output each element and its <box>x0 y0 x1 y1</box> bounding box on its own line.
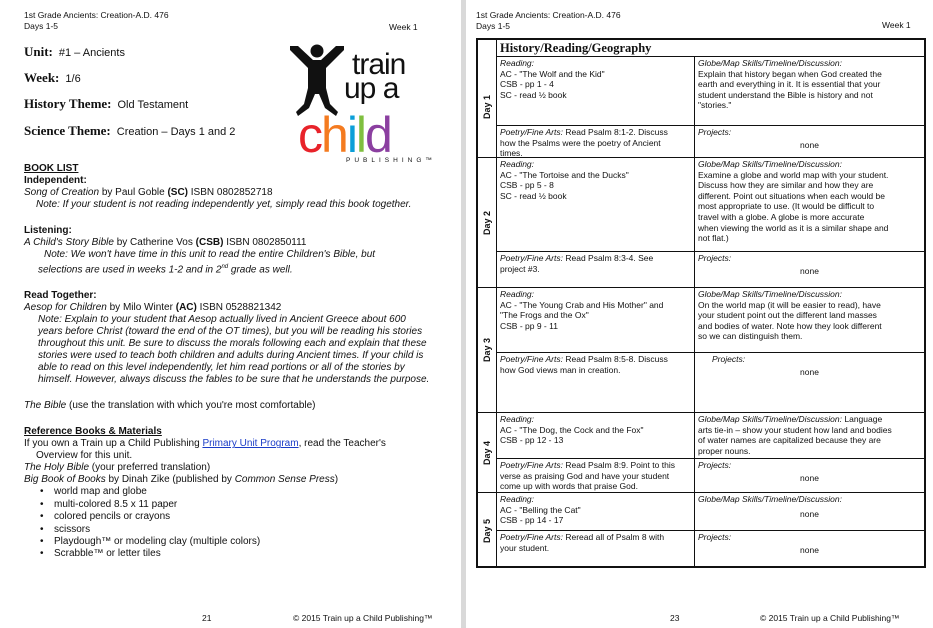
poetry-cell: Poetry/Fine Arts: Reread all of Psalm 8 with your student. <box>497 531 695 568</box>
projects-cell: Projects: none <box>698 460 819 483</box>
independent-book: Song of Creation by Paul Goble (SC) ISBN 0802852718 <box>24 187 273 198</box>
left-page-number: 21 <box>202 613 212 623</box>
header-week: Week 1 <box>882 20 911 30</box>
science-theme-label: Science Theme: <box>24 123 111 138</box>
unit-line <box>24 44 125 60</box>
left-copyright: © 2015 Train up a Child Publishing™ <box>293 613 433 623</box>
materials-list <box>40 486 444 560</box>
reference-line-2: Overview for this unit. <box>36 450 133 462</box>
projects-cell: Projects: none <box>698 532 819 555</box>
logo-letter-i: i <box>346 107 356 163</box>
globe-cell: Globe/Map Skills/Timeline/Discussion: Explain that history began when God created the earth and everything in it. It is essential that your student understand the Bible is history and not "stories." <box>698 58 882 111</box>
day-1-poetry-row <box>496 125 924 157</box>
big-book-line: Big Book of Books by Dinah Zike (published by Common Sense Press) <box>24 474 339 486</box>
globe-cell: Globe/Map Skills/Timeline/Discussion: none <box>698 494 843 519</box>
day-label: Day 3 <box>482 337 492 363</box>
independent-heading: Independent: <box>24 175 87 186</box>
book-list-heading: BOOK LIST <box>24 163 79 174</box>
bible-line: The Bible (use the translation with which you're most comfortable) <box>24 400 316 412</box>
week-value: 1/6 <box>65 73 81 85</box>
left-header <box>24 10 169 32</box>
logo-letter-l: l <box>355 107 366 163</box>
science-theme-line <box>24 123 235 139</box>
logo-word-up-a: up a <box>344 72 399 105</box>
day-label: Day 1 <box>482 94 492 120</box>
logo-letter-d: d <box>365 107 391 163</box>
projects-cell: Projects: none <box>698 253 819 276</box>
poetry-cell: Poetry/Fine Arts: Read Psalm 8:5-8. Discuss how God views man in creation. <box>497 353 695 412</box>
poetry-cell: Poetry/Fine Arts: Read Psalm 8:1-2. Discuss how the Psalms were the poetry of Ancient times. <box>497 126 695 157</box>
unit-label: Unit: <box>24 44 53 59</box>
primary-unit-program-link[interactable]: Primary Unit Program <box>202 438 299 450</box>
header-line1: 1st Grade Ancients: Creation-A.D. 476 <box>24 10 169 20</box>
day-band-5 <box>478 492 496 568</box>
train-up-a-child-logo <box>284 34 444 164</box>
science-theme-value: Creation – Days 1 and 2 <box>116 126 236 138</box>
right-page-number: 23 <box>670 613 680 623</box>
logo-letter-c: c <box>298 107 321 163</box>
day-4-reading-row <box>496 412 924 458</box>
day-2-poetry-row <box>496 251 924 287</box>
logo-publishing: PUBLISHING™ <box>346 157 436 164</box>
header-line2: Days 1-5 <box>24 21 59 31</box>
read-together-book: Aesop for Children by Milo Winter (AC) ISBN 0528821342 <box>24 302 282 314</box>
reading-cell: Reading: AC - "The Wolf and the Kid" CSB - pp 1 - 4 SC - read ½ book <box>497 57 695 125</box>
reference-heading: Reference Books & Materials <box>24 426 162 438</box>
left-page <box>0 0 461 628</box>
day-band-3 <box>478 287 496 412</box>
week-line <box>24 70 81 86</box>
day-5-poetry-row <box>496 530 924 568</box>
reading-cell: Reading: AC - "The Young Crab and His Mother" and "The Frogs and the Ox" CSB - pp 9 - 11 <box>497 288 695 352</box>
reading-cell: Reading: AC - "The Tortoise and the Ducks" CSB - pp 5 - 8 SC - read ½ book <box>497 158 695 251</box>
listening-note-1: Note: We won't have time in this unit to read the entire Children's Bible, but <box>44 249 376 260</box>
list-item: • world map and globe <box>40 486 444 498</box>
day-label: Day 4 <box>482 440 492 465</box>
list-item: • colored pencils or crayons <box>40 511 444 523</box>
day-band-4 <box>478 412 496 492</box>
projects-cell: Projects: none <box>698 127 819 150</box>
listening-note-2: selections are used in weeks 1-2 and in 2nd grade as well. <box>38 264 293 276</box>
schedule-table <box>476 38 926 568</box>
history-theme-value: Old Testament <box>117 99 189 111</box>
reference-line-1: If you own a Train up a Child Publishing Primary Unit Program, read the Teacher's <box>24 438 386 450</box>
read-together-heading: Read Together: <box>24 290 97 302</box>
header-line2: Days 1-5 <box>476 21 511 31</box>
independent-note: Note: If your student is not reading independently yet, simply read this book together. <box>36 199 412 210</box>
poetry-cell: Poetry/Fine Arts: Read Psalm 8:3-4. See project #3. <box>497 252 695 287</box>
listening-heading: Listening: <box>24 225 72 236</box>
day-band-2 <box>478 157 496 287</box>
history-theme-label: History Theme: <box>24 96 112 111</box>
poetry-cell: Poetry/Fine Arts: Read Psalm 8:9. Point to this verse as praising God and have your student come up with words that praise God. <box>497 459 695 492</box>
day-band-1 <box>478 57 496 157</box>
book-list <box>24 163 444 561</box>
header-week: Week 1 <box>389 22 418 32</box>
table-title: History/Reading/Geography <box>496 40 924 57</box>
globe-cell: Globe/Map Skills/Timeline/Discussion: Language arts tie-in – show your student how land and bodies of water names are capitalized because they are proper nouns. <box>698 414 892 456</box>
logo-word-train: train <box>352 48 406 81</box>
day-label: Day 2 <box>482 210 492 235</box>
list-item: • multi-colored 8.5 x 11 paper <box>40 499 444 511</box>
day-5-reading-row <box>496 492 924 530</box>
reading-cell: Reading: AC - "The Dog, the Cock and the Fox" CSB - pp 12 - 13 <box>497 413 695 458</box>
day-label: Day 5 <box>482 518 492 543</box>
right-header <box>476 10 621 32</box>
unit-value: #1 – Ancients <box>58 47 125 59</box>
day-2-reading-row <box>496 157 924 251</box>
read-together-note: Note: Explain to your student that Aesop actually lived in Ancient Greece about 600 years before Christ (toward the end of the OT times), but you will be reading his stories throughout this unit. Be sure to discuss the morals following each and explain that these stories were used to teach both children and adults during Ancient times. If your child is able to read on this level independently, let him read portions or all of the stories by himself. However, always discuss the fables to be sure that he understands the purpose. <box>38 314 430 386</box>
list-item: • Scrabble™ or letter tiles <box>40 548 444 560</box>
globe-cell: Globe/Map Skills/Timeline/Discussion: On the world map (it will be easier to read), have your student point out the different land masses and bodies of water. Note how they look different so we can distinguish them. <box>698 289 882 342</box>
list-item: • scissors <box>40 524 444 536</box>
day-4-poetry-row <box>496 458 924 492</box>
day-1-reading-row <box>496 57 924 125</box>
day-3-reading-row <box>496 287 924 352</box>
reading-cell: Reading: AC - "Belling the Cat" CSB - pp 14 - 17 <box>497 493 695 530</box>
logo-letter-h: h <box>321 107 347 163</box>
header-line1: 1st Grade Ancients: Creation-A.D. 476 <box>476 10 621 20</box>
history-theme-line <box>24 96 188 112</box>
right-copyright: © 2015 Train up a Child Publishing™ <box>760 613 900 623</box>
week-label: Week: <box>24 70 60 85</box>
logo-word-child <box>298 107 391 163</box>
listening-book: A Child's Story Bible by Catherine Vos (CSB) ISBN 0802850111 <box>24 237 307 248</box>
list-item: • Playdough™ or modeling clay (multiple colors) <box>40 536 444 548</box>
globe-cell: Globe/Map Skills/Timeline/Discussion: Examine a globe and world map with your student. Discuss how they are similar and how they are different. Point out situations when each would be most appropriate to use. (It would be difficult to travel with a globe. A globe is more accurate when viewing the world as it is a similar shape and not flat.) <box>698 159 889 244</box>
right-page <box>466 0 933 628</box>
projects-cell: Projects: none <box>712 354 819 377</box>
day-3-poetry-row <box>496 352 924 412</box>
holy-bible-line: The Holy Bible (your preferred translation) <box>24 462 211 474</box>
